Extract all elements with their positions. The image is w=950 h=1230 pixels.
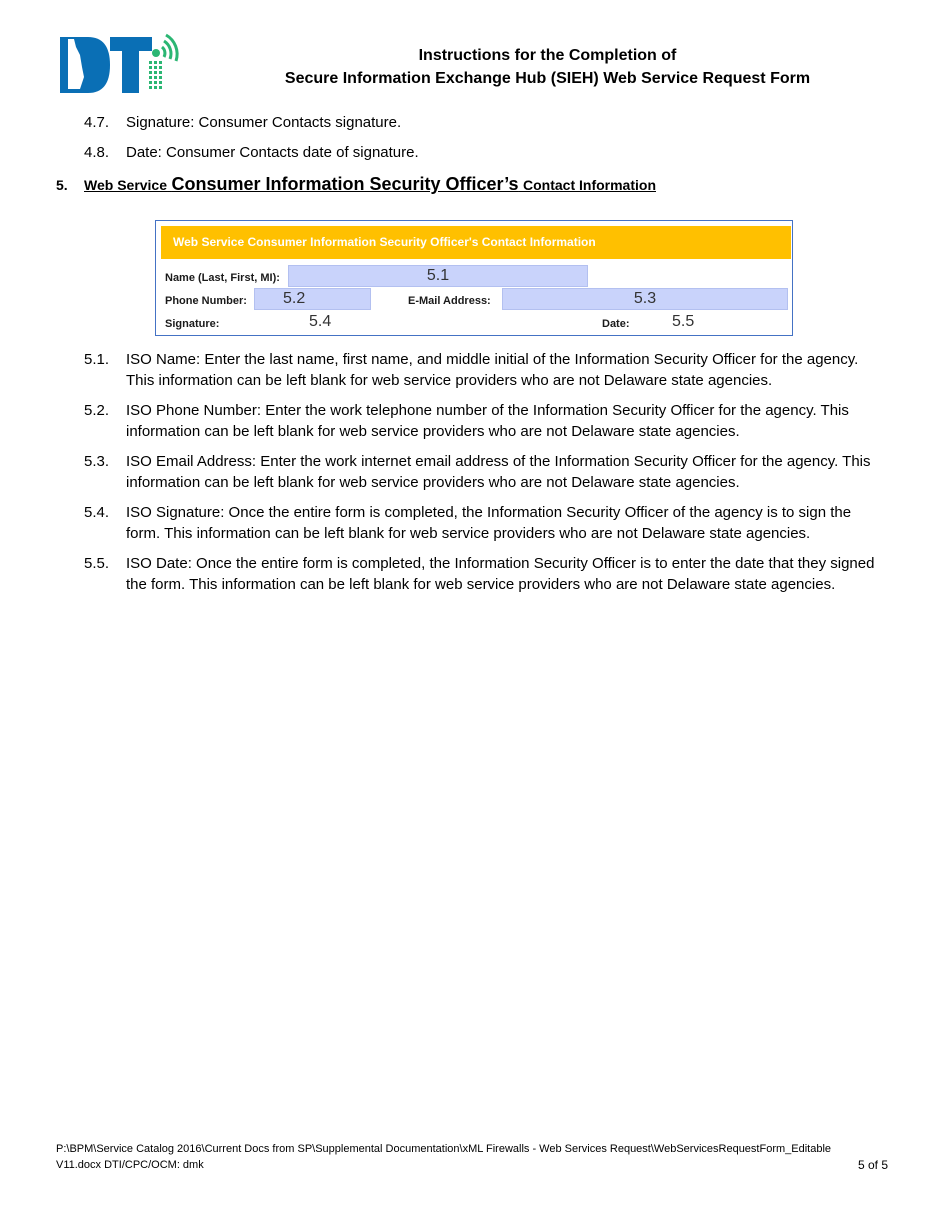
item-number: 4.7.	[84, 114, 110, 131]
document-title	[250, 44, 845, 90]
item-text: ISO Email Address: Enter the work internet email address of the Information Security Officer for the agency. This information can be left blank for web service providers who are not Delaware state agencies.	[126, 453, 871, 491]
title-line-2: Secure Information Exchange Hub (SIEH) Web Service Request Form	[284, 70, 811, 87]
item-text: ISO Signature: Once the entire form is completed, the Information Security Officer of the agency is to sign the form. This information can be left blank for web service providers who are not Delaware state agencies.	[126, 504, 852, 542]
section-title-part-3: Contact Information	[523, 177, 656, 193]
section-title-part-1: Web Service	[84, 177, 168, 193]
item-text: ISO Date: Once the entire form is completed, the Information Security Officer is to enter the date that they signed the form. This information can be left blank for web service providers who are not Delaware state agencies.	[126, 555, 875, 593]
section-title-part-2: Consumer Information Security Officer’s	[171, 174, 519, 194]
item-number: 5.2.	[84, 402, 110, 419]
item-number: 5.4.	[84, 504, 110, 521]
date-label: Date:	[602, 318, 630, 330]
item-text: ISO Phone Number: Enter the work telephone number of the Information Security Officer for the agency. This information can be left blank for web service providers who are not Delaware state agencies.	[126, 402, 849, 440]
item-number: 5.1.	[84, 351, 110, 368]
list-item	[84, 400, 884, 442]
title-line-1: Instructions for the Completion of	[418, 47, 677, 64]
phone-label: Phone Number:	[165, 295, 247, 307]
name-label: Name (Last, First, MI):	[165, 272, 280, 284]
section-heading	[56, 174, 656, 195]
email-field: 5.3	[502, 288, 788, 310]
signature-label: Signature:	[165, 318, 220, 330]
section-number: 5.	[56, 177, 68, 193]
signature-value: 5.4	[309, 313, 332, 330]
page-number: 5 of 5	[858, 1158, 889, 1172]
footer-path	[56, 1141, 876, 1173]
item-text: Date: Consumer Contacts date of signature.	[126, 144, 419, 161]
item-number: 5.5.	[84, 555, 110, 572]
list-item	[84, 142, 884, 163]
contact-form-image	[155, 220, 793, 336]
item-number: 5.3.	[84, 453, 110, 470]
footer-line-2: V11.docx DTI/CPC/OCM: dmk	[56, 1159, 204, 1171]
date-value: 5.5	[672, 313, 695, 330]
name-field: 5.1	[288, 265, 588, 287]
footer-line-1: P:\BPM\Service Catalog 2016\Current Docs from SP\Supplemental Documentation\xML Firewalls - Web Services Request\WebServicesRequestForm_Editable	[56, 1143, 832, 1155]
list-item	[84, 451, 884, 493]
list-item	[84, 502, 884, 544]
dti-logo	[58, 33, 182, 97]
list-item	[84, 553, 884, 595]
item-text: Signature: Consumer Contacts signature.	[126, 114, 402, 131]
list-item	[84, 349, 884, 391]
list-item	[84, 112, 884, 133]
item-text: ISO Name: Enter the last name, first name, and middle initial of the Information Security Officer for the agency. This information can be left blank for web service providers who are not Delaware state agencies.	[126, 351, 859, 389]
phone-field: 5.2	[254, 288, 371, 310]
email-label: E-Mail Address:	[408, 295, 491, 307]
item-number: 4.8.	[84, 144, 110, 161]
form-header: Web Service Consumer Information Security Officer's Contact Information	[161, 226, 791, 259]
